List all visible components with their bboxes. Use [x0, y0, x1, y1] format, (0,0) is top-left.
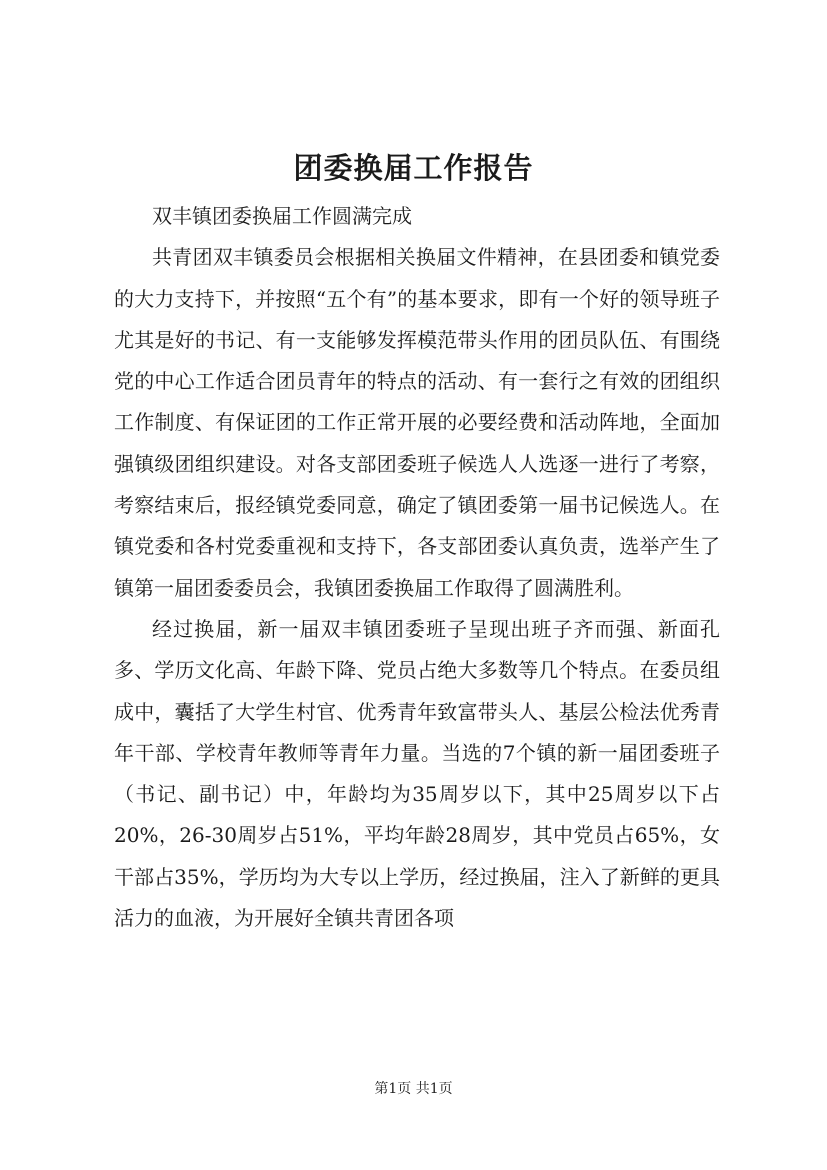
document-title: 团委换届工作报告: [293, 151, 534, 185]
body-paragraph-2: 经过换届，新一届双丰镇团委班子呈现出班子齐而强、新面孔多、学历文化高、年龄下降、党员占绝大多数等几个特点。在委员组成中，囊括了大学生村官、优秀青年致富带头人、基层公检法优秀青年干部、学校青年教师等青年力量。当选的7个镇的新一届团委班子（书记、副书记）中，年龄均为35周岁以下，其中25周岁以下占20%，26-30周岁占51%，平均年龄28周岁，其中党员占65%，女干部占35%，学历均为大专以上学历，经过换届，注入了新鲜的更具活力的血液，为开展好全镇共青团各项: [114, 616, 720, 931]
document-subtitle: 双丰镇团委换届工作圆满完成: [152, 204, 412, 228]
page-number-footer: 第1页 共1页: [374, 1081, 453, 1097]
document-body: [114, 196, 720, 939]
body-paragraph-1: 共青团双丰镇委员会根据相关换届文件精神，在县团委和镇党委的大力支持下，并按照“五个有”的基本要求，即有一个好的领导班子尤其是好的书记、有一支能够发挥模范带头作用的团员队伍、有围绕党的中心工作适合团员青年的特点的活动、有一套行之有效的团组织工作制度、有保证团的工作正常开展的必要经费和活动阵地，全面加强镇级团组织建设。对各支部团委班子候选人人选逐一进行了考察，考察结束后，报经镇党委同意，确定了镇团委第一届书记候选人。在镇党委和各村党委重视和支持下，各支部团委认真负责，选举产生了镇第一届团委委员会，我镇团委换届工作取得了圆满胜利。: [114, 245, 720, 600]
